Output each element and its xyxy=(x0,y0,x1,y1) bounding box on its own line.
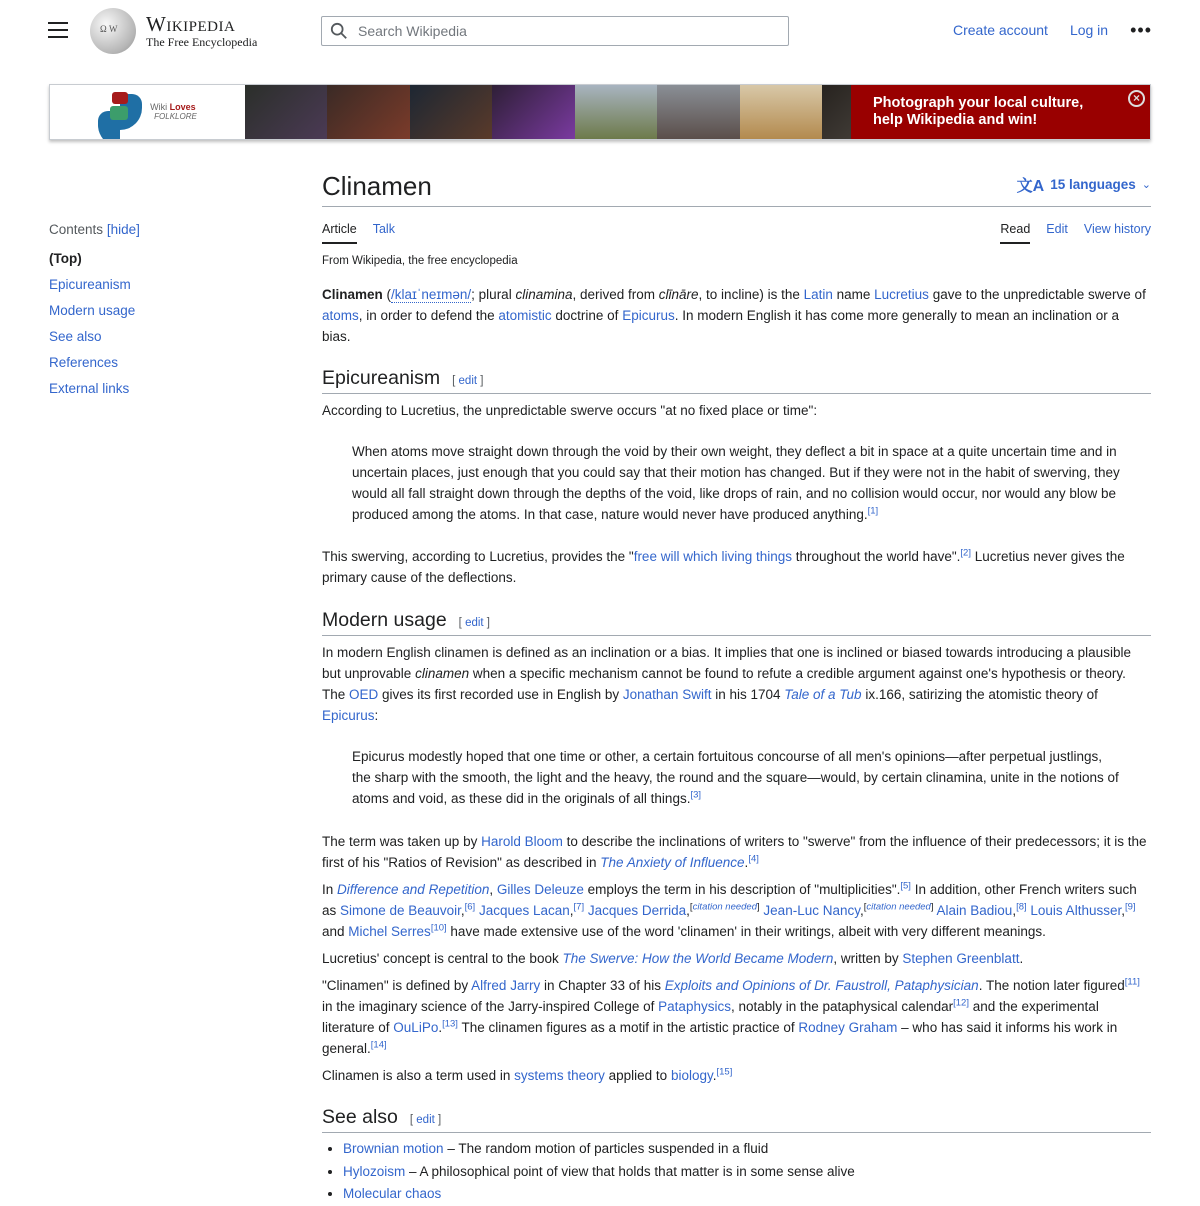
tab-article[interactable]: Article xyxy=(322,216,357,244)
search-input[interactable] xyxy=(356,22,776,40)
list-item: • Hylozoism – A philosophical point of view that holds that matter is in some sense alive xyxy=(343,1161,1151,1184)
more-options-icon[interactable]: ••• xyxy=(1130,20,1152,40)
link-louis-althusser[interactable]: Louis Althusser xyxy=(1030,903,1122,918)
link-free-will[interactable]: free will which living things xyxy=(633,549,793,564)
toc-item-modern-usage[interactable]: Modern usage xyxy=(49,303,136,318)
edit-section-link[interactable]: edit xyxy=(458,375,478,387)
ref-link[interactable]: [10] xyxy=(430,922,447,934)
ref-link[interactable]: [13] xyxy=(442,1018,458,1030)
banner-photo xyxy=(822,85,851,139)
ref-link[interactable]: [6] xyxy=(464,901,476,913)
link-rodney-graham[interactable]: Rodney Graham xyxy=(798,1020,898,1035)
paragraph: This swerving, according to Lucretius, provides the "free will which living things throughout the world have".[2] Lucretius never gives the primary cause of the deflections. xyxy=(322,547,1125,585)
link-brownian-motion[interactable]: Brownian motion xyxy=(343,1141,444,1156)
banner-wiki-text: Wiki xyxy=(150,102,168,112)
banner-photo xyxy=(575,85,657,139)
paragraph: In modern English clinamen is defined as an inclination or a bias. It implies that one is inclined or biased towards introducing a plausible but unprovable clinamen when a specific mechanism cannot be found to refute a credible argument against one's hypothesis or theory. The OED gives its first recorded use in English by Jonathan Swift in his 1704 Tale of a Tub ix.166, satirizing the atomistic theory of Epicurus: xyxy=(322,645,1131,723)
toc-hide-link[interactable]: [hide] xyxy=(106,222,140,237)
edit-section-link[interactable]: edit xyxy=(465,617,484,629)
ref-link[interactable]: [4] xyxy=(748,853,759,865)
banner-cta-line1: Photograph your local culture, xyxy=(873,95,1084,111)
banner-photo xyxy=(327,85,409,139)
pronunciation-link[interactable]: /klaɪˈneɪmən/ xyxy=(391,287,472,302)
toc-item-see-also[interactable]: See also xyxy=(49,329,102,344)
link-simone-de-beauvoir[interactable]: Simone de Beauvoir xyxy=(340,903,461,918)
see-also-list xyxy=(322,1138,1151,1206)
wiki-loves-folklore-banner[interactable] xyxy=(49,84,1151,140)
term-bold: Clinamen xyxy=(322,287,383,302)
banner-photo-strip xyxy=(245,85,851,139)
link-latin[interactable]: Latin xyxy=(803,287,833,302)
languages-count: 15 languages xyxy=(1050,177,1136,192)
toc-title: Contents xyxy=(49,222,104,237)
table-of-contents xyxy=(49,222,269,407)
wikipedia-globe-icon xyxy=(90,8,136,54)
banner-cta-line2: help Wikipedia and win! xyxy=(873,112,1038,128)
article-content xyxy=(322,170,1151,1206)
search-box[interactable] xyxy=(321,16,789,46)
paragraph: Lucretius' concept is central to the book The Swerve: How the World Became Modern, written by Stephen Greenblatt. xyxy=(322,951,1024,966)
banner-loves-text: Loves xyxy=(169,102,196,112)
create-account-link[interactable]: Create account xyxy=(952,22,1048,38)
link-hylozoism[interactable]: Hylozoism xyxy=(343,1163,406,1179)
list-item: • Brownian motion – The random motion of particles suspended in a fluid xyxy=(343,1138,1151,1161)
link-oed[interactable]: OED xyxy=(349,687,379,702)
ref-link[interactable]: [12] xyxy=(953,997,969,1009)
ref-link[interactable]: [1] xyxy=(867,505,879,517)
link-the-swerve[interactable]: The Swerve: How the World Became Modern xyxy=(562,951,834,966)
tab-edit[interactable]: Edit xyxy=(1046,222,1068,236)
banner-photo xyxy=(740,85,822,139)
link-jacques-derrida[interactable]: Jacques Derrida xyxy=(587,903,687,918)
ref-link[interactable]: [2] xyxy=(960,547,971,559)
ref-link[interactable]: [7] xyxy=(573,901,585,913)
translate-icon: 文A xyxy=(1016,178,1045,195)
paragraph: In Difference and Repetition, Gilles Deleuze employs the term in his description of "multiplicities".[5] In addition, other French writers such as Simone de Beauvoir,[6] Jacques Lacan,[7] Jacques Derrida,[citation needed] Jean-Luc Nancy,[citation needed] Alain Badiou,[8] Louis Althusser,[9] and Michel Serres[10] have made extensive use of the word 'clinamen' in their writings, albeit with very different meanings. xyxy=(322,880,1137,939)
wikipedia-logo[interactable] xyxy=(90,8,257,54)
banner-photo xyxy=(657,85,739,139)
tab-read[interactable]: Read xyxy=(1000,216,1030,244)
paragraph: The term was taken up by Harold Bloom to describe the inclinations of writers to "swerve" from the influence of their predecessors; it is the first of his "Ratios of Revision" as described in The Anxiety of Influence.[4] xyxy=(322,834,1147,870)
site-tagline: From Wikipedia, the free encyclopedia xyxy=(322,255,518,267)
blockquote: Epicurus modestly hoped that one time or other, a certain fortuitous concourse of all men's opinions—after perpetual justlings, the sharp with the smooth, the light and the heavy, the round and the square—would, by certain clinamina, unite in the notions of atoms and void, as these did in the originals of all things.[3] xyxy=(352,749,1119,806)
paragraph: "Clinamen" is defined by Alfred Jarry in Chapter 33 of his Exploits and Opinions of Dr. Faustroll, Pataphysician. The notion later figured[11] in the imaginary science of the Jarry-inspired College of Pataphysics, notably in the pataphysical calendar[12] and the experimental literature of OuLiPo.[13] The clinamen figures as a motif in the artistic practice of Rodney Graham – who has said it informs his work in general.[14] xyxy=(322,976,1140,1056)
link-michel-serres[interactable]: Michel Serres xyxy=(348,924,431,939)
intro-paragraph: Clinamen (/klaɪˈneɪmən/; plural clinamina, derived from clīnāre, to incline) is the Latin name Lucretius gave to the unpredictable swerve of atoms, in order to defend the atomistic doctrine of Epicurus. In modern English it has come more generally to mean an inclination or a bias. xyxy=(322,287,1146,344)
ref-link[interactable]: [14] xyxy=(370,1039,387,1051)
toc-item-external-links[interactable]: External links xyxy=(49,381,130,396)
link-faustroll[interactable]: Exploits and Opinions of Dr. Faustroll, Pataphysician xyxy=(664,978,979,993)
ref-link[interactable]: [9] xyxy=(1124,901,1136,913)
banner-photo xyxy=(492,85,574,139)
link-jean-luc-nancy[interactable]: Jean-Luc Nancy xyxy=(763,903,860,918)
link-anxiety-of-influence[interactable]: The Anxiety of Influence xyxy=(600,855,745,870)
link-pataphysics[interactable]: Pataphysics xyxy=(658,999,731,1014)
logo-tagline: The Free Encyclopedia xyxy=(146,35,258,49)
link-difference-and-repetition[interactable]: Difference and Repetition xyxy=(337,882,490,897)
ref-link[interactable]: [5] xyxy=(900,880,911,892)
citation-needed-link[interactable]: citation needed xyxy=(692,901,758,913)
toc-item-epicureanism[interactable]: Epicureanism xyxy=(49,277,131,292)
link-molecular-chaos[interactable]: Molecular chaos xyxy=(343,1186,442,1201)
paragraph: According to Lucretius, the unpredictable swerve occurs "at no fixed place or time": xyxy=(322,403,818,418)
link-oulipo[interactable]: OuLiPo xyxy=(393,1020,439,1035)
banner-logo xyxy=(50,85,245,139)
ref-link[interactable]: [15] xyxy=(716,1066,733,1078)
link-epicurus[interactable]: Epicurus xyxy=(322,708,375,723)
toc-item-references[interactable]: References xyxy=(49,355,119,370)
search-icon xyxy=(330,22,348,40)
banner-photo xyxy=(245,85,327,139)
edit-section-link[interactable]: edit xyxy=(416,1114,435,1126)
citation-needed-link[interactable]: citation needed xyxy=(866,901,931,913)
ref-link[interactable]: [8] xyxy=(1016,901,1027,913)
link-jonathan-swift[interactable]: Jonathan Swift xyxy=(622,687,712,702)
tab-view-history[interactable]: View history xyxy=(1083,222,1151,236)
link-atomistic[interactable]: atomistic xyxy=(498,308,552,323)
link-atoms[interactable]: atoms xyxy=(322,308,359,323)
main-menu-button[interactable] xyxy=(48,22,68,38)
link-biology[interactable]: biology xyxy=(670,1068,713,1083)
banner-photo xyxy=(410,85,492,139)
site-header xyxy=(0,0,1200,64)
link-alain-badiou[interactable]: Alain Badiou xyxy=(936,903,1013,918)
chevron-down-icon: ⌄ xyxy=(1141,179,1151,191)
list-item xyxy=(343,1183,1151,1206)
link-lucretius[interactable]: Lucretius xyxy=(874,287,929,302)
tab-talk[interactable]: Talk xyxy=(372,222,395,236)
section-heading-see-also: See also [ edit ] xyxy=(322,1106,1151,1133)
paragraph: Clinamen is also a term used in systems theory applied to biology.[15] xyxy=(322,1066,733,1083)
link-stephen-greenblatt[interactable]: Stephen Greenblatt xyxy=(902,951,1020,966)
ref-link[interactable]: [11] xyxy=(1124,976,1140,988)
link-alfred-jarry[interactable]: Alfred Jarry xyxy=(471,978,541,993)
ref-link[interactable]: [3] xyxy=(690,789,702,801)
log-in-link[interactable]: Log in xyxy=(1069,22,1109,38)
puzzle-heart-icon xyxy=(98,90,142,134)
language-selector[interactable] xyxy=(1017,173,1151,196)
link-systems-theory[interactable]: systems theory xyxy=(514,1068,605,1083)
toc-item-top[interactable]: (Top) xyxy=(49,251,82,266)
blockquote: When atoms move straight down through the void by their own weight, they deflect a bit in space at a quite uncertain time and in uncertain places, just enough that you could say that their motion has changed. But if they were not in the habit of swerving, they would all fall straight down through the depths of the void, like drops of rain, and no collision would occur, nor would any blow be produced among the atoms. In that case, nature would never have produced anything.[1] xyxy=(352,444,1120,522)
link-epicurus[interactable]: Epicurus xyxy=(622,308,675,323)
logo-title: Wikipedia xyxy=(146,12,236,36)
section-heading-epicureanism: Epicureanism [ edit ] xyxy=(322,367,1151,394)
page-title: Clinamen xyxy=(322,171,432,201)
link-tale-of-a-tub[interactable]: Tale of a Tub xyxy=(784,687,862,702)
banner-folklore-text: FOLKLORE xyxy=(154,112,197,121)
close-banner-icon[interactable]: × xyxy=(1128,90,1145,107)
banner-cta[interactable] xyxy=(851,85,1150,139)
link-harold-bloom[interactable]: Harold Bloom xyxy=(481,834,563,849)
section-heading-modern-usage: Modern usage [ edit ] xyxy=(322,609,1151,636)
link-gilles-deleuze[interactable]: Gilles Deleuze xyxy=(496,882,584,897)
link-jacques-lacan[interactable]: Jacques Lacan xyxy=(478,903,570,918)
